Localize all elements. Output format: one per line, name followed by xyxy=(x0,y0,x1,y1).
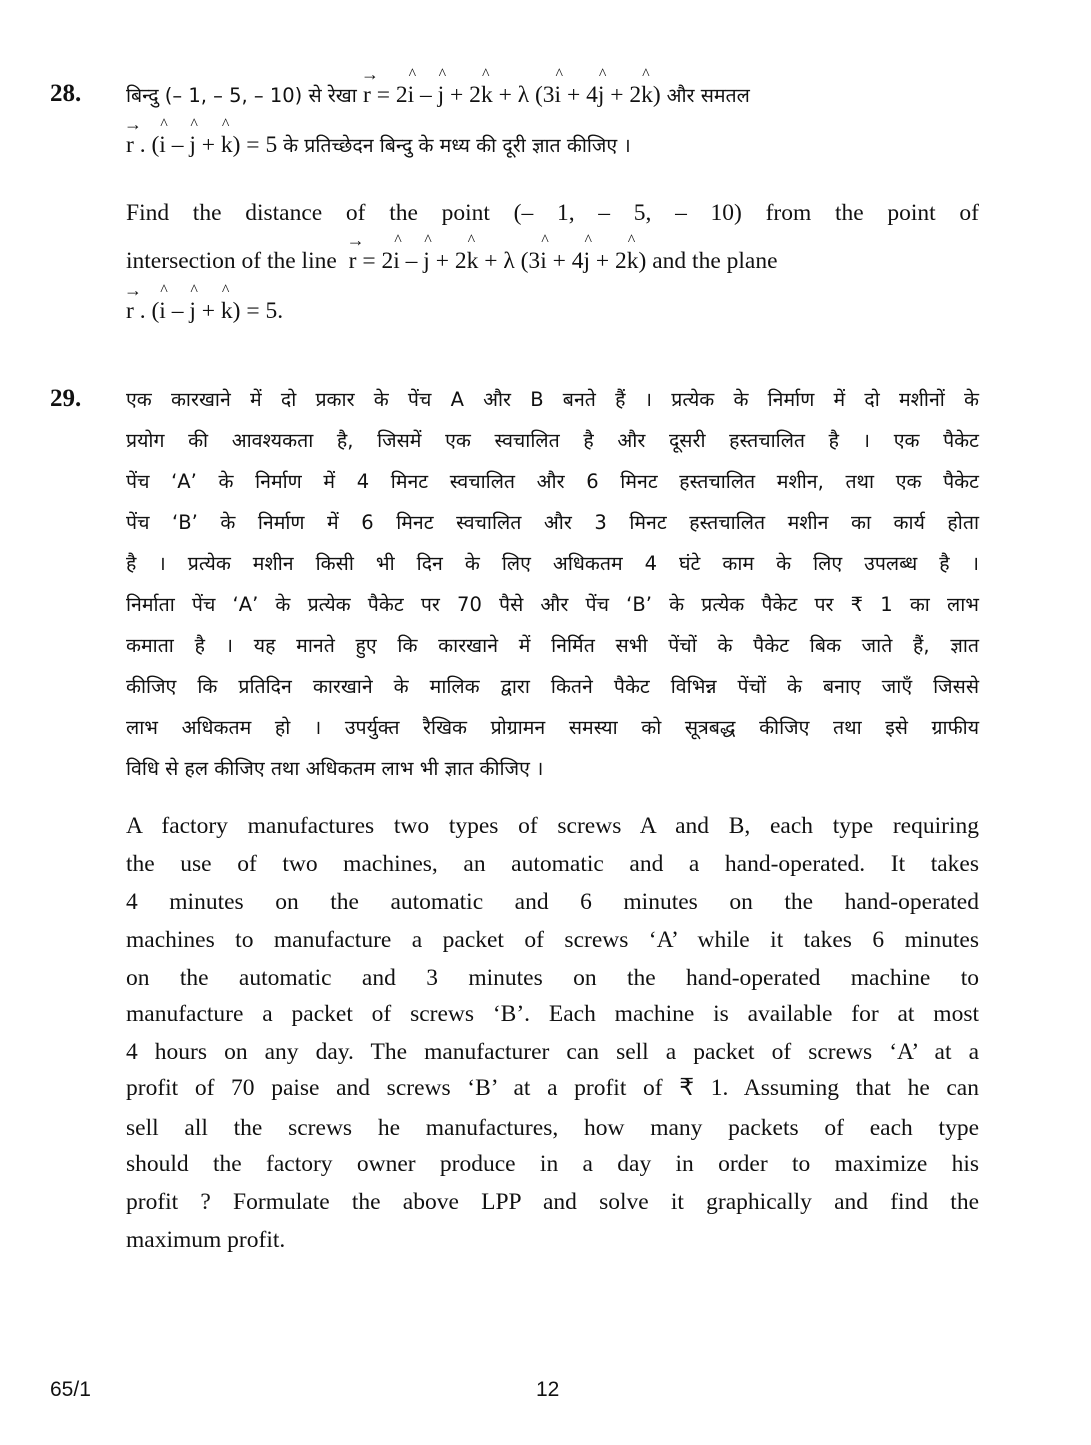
q29-english-line: machines to manufacture a packet of screws ‘A’ while it takes 6 minutes xyxy=(126,927,979,953)
q29-hindi-line: विधि से हल कीजिए तथा अधिकतम लाभ भी ज्ञात कीजिए । xyxy=(126,757,544,780)
q29-hindi-line: लाभ अधिकतम हो । उपर्युक्त रैखिक प्रोग्रामन समस्या को सूत्रबद्ध कीजिए तथा इसे ग्राफीय xyxy=(126,716,979,739)
q29-hindi-line: पेंच ‘A’ के निर्माण में 4 मिनट स्वचालित और 6 मिनट हस्तचालित मशीन, तथा एक पैकेट xyxy=(126,470,979,493)
q28-english-line-3: → r . ( ^ i – ^ j + ^ k) = 5. xyxy=(124,280,284,324)
q29-english-line: 4 minutes on the automatic and 6 minutes on the hand-operated xyxy=(126,889,979,915)
q29-english-line: 4 hours on any day. The manufacturer can sell a packet of screws ‘A’ at a xyxy=(126,1039,979,1065)
q29-english-line: on the automatic and 3 minutes on the hand-operated machine to xyxy=(126,965,979,991)
question-number: 29. xyxy=(50,385,82,412)
q28-hindi-line-2: → r . ( ^ i – ^ j + ^ k) = 5 के प्रतिच्छेदन बिन्दु के मध्य की दूरी ज्ञात कीजिए । xyxy=(124,114,631,158)
q29-english-line: maximum profit. xyxy=(126,1227,286,1253)
question-number: 28. xyxy=(50,80,82,107)
q29-english-line: profit of 70 paise and screws ‘B’ at a profit of ₹ 1. Assuming that he can xyxy=(126,1075,979,1101)
q29-hindi-line: कीजिए कि प्रतिदिन कारखाने के मालिक द्वारा कितने पैकेट विभिन्न पेंचों के बनाए जाएँ जिससे xyxy=(126,675,979,698)
q29-hindi-line: प्रयोग की आवश्यकता है, जिसमें एक स्वचालित है और दूसरी हस्तचालित है । एक पैकेट xyxy=(126,429,979,452)
q29-hindi-line: एक कारखाने में दो प्रकार के पेंच A और B बनते हैं । प्रत्येक के निर्माण में दो मशीनों के xyxy=(126,388,979,411)
q28-hindi-line-1: बिन्दु (– 1, – 5, – 10) से रेखा → r = 2 ^ i – ^ j + 2 ^ k + λ (3 ^ i + 4 ^ j + 2 ^ k) और समतल xyxy=(126,64,750,108)
q29-hindi-line: है । प्रत्येक मशीन किसी भी दिन के लिए अधिकतम 4 घंटे काम के लिए उपलब्ध है । xyxy=(126,552,979,575)
page-number: 12 xyxy=(536,1378,560,1401)
paper-code: 65/1 xyxy=(50,1378,91,1401)
q29-english-line: should the factory owner produce in a day in order to maximize his xyxy=(126,1151,979,1177)
q29-english-line: profit ? Formulate the above LPP and solve it graphically and find the xyxy=(126,1189,979,1215)
q28-english-line-1: Find the distance of the point (– 1, – 5, – 10) from the point of xyxy=(126,200,979,226)
q29-english-line: manufacture a packet of screws ‘B’. Each machine is available for at most xyxy=(126,1001,979,1027)
q29-hindi-line: कमाता है । यह मानते हुए कि कारखाने में निर्मित सभी पेंचों के पैकेट बिक जाते हैं, ज्ञात xyxy=(126,634,979,657)
plane-equation: → r . ( ^ i – ^ j + ^ k) = 5 xyxy=(124,114,284,158)
q29-english-line: the use of two machines, an automatic and a hand-operated. It takes xyxy=(126,851,979,877)
line-equation: → r = 2 ^ i – ^ j + 2 ^ k + λ (3 ^ i + 4 ^ j + 2 ^ k) xyxy=(361,64,667,108)
q29-english-line: sell all the screws he manufactures, how many packets of each type xyxy=(126,1115,979,1141)
q28-english-line-2: intersection of the line → r = 2 ^ i – ^ j + 2 ^ k + λ (3 ^ i + 4 ^ j + 2 ^ k) and the plane xyxy=(126,230,778,274)
q29-hindi-line: निर्माता पेंच ‘A’ के प्रत्येक पैकेट पर 70 पैसे और पेंच ‘B’ के प्रत्येक पैकेट पर ₹ 1 का लाभ xyxy=(126,593,979,616)
q29-hindi-line: पेंच ‘B’ के निर्माण में 6 मिनट स्वचालित और 3 मिनट हस्तचालित मशीन का कार्य होता xyxy=(126,511,979,534)
q29-english-line: A factory manufactures two types of screws A and B, each type requiring xyxy=(126,813,979,839)
